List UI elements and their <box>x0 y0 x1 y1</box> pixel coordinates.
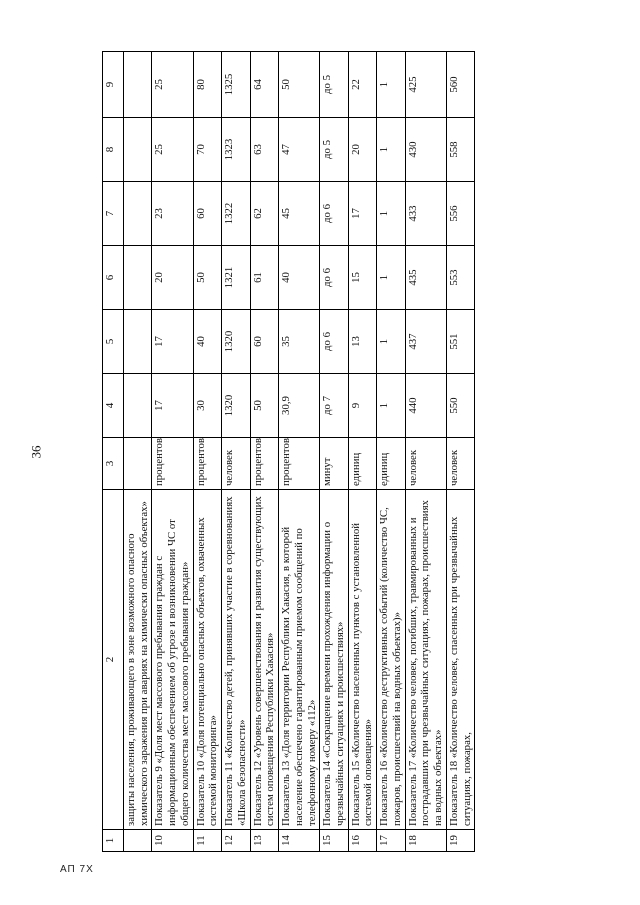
value-col4: 1320 <box>222 374 250 438</box>
unit: процентов <box>250 438 278 490</box>
row-number: 14 <box>279 830 320 852</box>
value-col9: 25 <box>152 52 193 118</box>
value-col5: 17 <box>152 310 193 374</box>
value-col5: 1320 <box>222 310 250 374</box>
unit: единиц <box>348 438 376 490</box>
indicators-table <box>102 51 475 852</box>
row-number: 16 <box>348 830 376 852</box>
table-row <box>222 52 250 852</box>
value-col9 <box>124 52 152 118</box>
value-col9: 1 <box>377 52 405 118</box>
value-col9: до 5 <box>320 52 348 118</box>
value-col7 <box>124 182 152 246</box>
value-col4: 1 <box>377 374 405 438</box>
value-col8: до 5 <box>320 118 348 182</box>
row-number: 12 <box>222 830 250 852</box>
unit: процентов <box>279 438 320 490</box>
row-number: 18 <box>405 830 446 852</box>
table-row <box>193 52 221 852</box>
rotated-table-container <box>102 52 582 852</box>
header-cell: 6 <box>103 246 124 310</box>
value-col8: 47 <box>279 118 320 182</box>
indicator-name: Показатель 17 «Количество человек, погибших, травмированных и пострадавших при чрезвычайных ситуациях, пожарах, происшествиях на водных объектах» <box>405 490 446 830</box>
table-row <box>250 52 278 852</box>
value-col4: 30,9 <box>279 374 320 438</box>
value-col5: 437 <box>405 310 446 374</box>
table-row <box>446 52 474 852</box>
row-number <box>124 830 152 852</box>
value-col7: 556 <box>446 182 474 246</box>
value-col9: 560 <box>446 52 474 118</box>
indicator-name: Показатель 9 «Доля мест массового пребывания граждан с информационным обеспечением об угрозе и возникновении ЧС от общего количества мест массового пребывания граждан» <box>152 490 193 830</box>
value-col7: 45 <box>279 182 320 246</box>
table-row <box>405 52 446 852</box>
value-col5: 40 <box>193 310 221 374</box>
table-row <box>377 52 405 852</box>
value-col7: 1 <box>377 182 405 246</box>
value-col4: 440 <box>405 374 446 438</box>
value-col9: 50 <box>279 52 320 118</box>
header-cell: 7 <box>103 182 124 246</box>
header-cell: 2 <box>103 490 124 830</box>
value-col8: 430 <box>405 118 446 182</box>
value-col6: 1 <box>377 246 405 310</box>
header-cell: 4 <box>103 374 124 438</box>
table-row <box>152 52 193 852</box>
value-col6: 1321 <box>222 246 250 310</box>
row-number: 10 <box>152 830 193 852</box>
value-col6: до 6 <box>320 246 348 310</box>
row-number: 17 <box>377 830 405 852</box>
indicator-name: Показатель 16 «Количество деструктивных событий (количество ЧС, пожаров, происшествий на водных объектах)» <box>377 490 405 830</box>
value-col7: 17 <box>348 182 376 246</box>
value-col4: 550 <box>446 374 474 438</box>
value-col5: 60 <box>250 310 278 374</box>
value-col6: 61 <box>250 246 278 310</box>
value-col5: 35 <box>279 310 320 374</box>
value-col7: 433 <box>405 182 446 246</box>
header-cell: 5 <box>103 310 124 374</box>
table-row <box>124 52 152 852</box>
row-number: 19 <box>446 830 474 852</box>
unit <box>124 438 152 490</box>
value-col7: 1322 <box>222 182 250 246</box>
value-col8: 558 <box>446 118 474 182</box>
value-col8: 1323 <box>222 118 250 182</box>
unit: человек <box>446 438 474 490</box>
value-col7: 23 <box>152 182 193 246</box>
value-col5 <box>124 310 152 374</box>
value-col4: 30 <box>193 374 221 438</box>
value-col9: 80 <box>193 52 221 118</box>
value-col9: 425 <box>405 52 446 118</box>
value-col8 <box>124 118 152 182</box>
header-cell: 8 <box>103 118 124 182</box>
value-col9: 1325 <box>222 52 250 118</box>
value-col6: 435 <box>405 246 446 310</box>
value-col9: 64 <box>250 52 278 118</box>
table-row <box>279 52 320 852</box>
unit: процентов <box>152 438 193 490</box>
indicator-name: Показатель 18 «Количество человек, спасенных при чрезвычайных ситуациях, пожарах, <box>446 490 474 830</box>
value-col6: 40 <box>279 246 320 310</box>
unit: человек <box>222 438 250 490</box>
value-col7: до 6 <box>320 182 348 246</box>
stamp-mark: АП 7Х <box>60 864 94 875</box>
value-col5: 1 <box>377 310 405 374</box>
value-col8: 25 <box>152 118 193 182</box>
row-number: 11 <box>193 830 221 852</box>
value-col4: 50 <box>250 374 278 438</box>
indicator-name: Показатель 15 «Количество населенных пунктов с установленной системой оповещения» <box>348 490 376 830</box>
indicator-name: Показатель 14 «Сокращение времени прохождения информации о чрезвычайных ситуациях и происшествиях» <box>320 490 348 830</box>
value-col4: 9 <box>348 374 376 438</box>
value-col8: 70 <box>193 118 221 182</box>
value-col9: 22 <box>348 52 376 118</box>
value-col4: до 7 <box>320 374 348 438</box>
value-col8: 63 <box>250 118 278 182</box>
value-col6: 553 <box>446 246 474 310</box>
value-col5: 13 <box>348 310 376 374</box>
row-number: 15 <box>320 830 348 852</box>
value-col6 <box>124 246 152 310</box>
indicator-name: Показатель 10 «Доля потенциально опасных объектов, охваченных системой мониторинга» <box>193 490 221 830</box>
header-cell: 9 <box>103 52 124 118</box>
value-col6: 15 <box>348 246 376 310</box>
value-col4: 17 <box>152 374 193 438</box>
indicator-name: защиты населения, проживающего в зоне возможного опасного химического заражения при авариях на химически опасных объектах» <box>124 490 152 830</box>
indicator-name: Показатель 12 «Уровень совершенствования и развития существующих систем оповещения Республики Хакасия» <box>250 490 278 830</box>
value-col5: до 6 <box>320 310 348 374</box>
value-col4 <box>124 374 152 438</box>
header-row <box>103 52 124 852</box>
value-col6: 20 <box>152 246 193 310</box>
unit: человек <box>405 438 446 490</box>
value-col6: 50 <box>193 246 221 310</box>
value-col7: 62 <box>250 182 278 246</box>
unit: минут <box>320 438 348 490</box>
indicator-name: Показатель 13 «Доля территории Республики Хакасия, в которой население обеспечено гарантированным приемом сообщений по телефонному номеру «112» <box>279 490 320 830</box>
page-number: 36 <box>28 445 44 459</box>
value-col8: 20 <box>348 118 376 182</box>
indicator-name: Показатель 11 «Количество детей, принявших участие в соревнованиях «Школа безопасности» <box>222 490 250 830</box>
header-cell: 1 <box>103 830 124 852</box>
unit: процентов <box>193 438 221 490</box>
header-cell: 3 <box>103 438 124 490</box>
value-col8: 1 <box>377 118 405 182</box>
value-col7: 60 <box>193 182 221 246</box>
table-row <box>320 52 348 852</box>
row-number: 13 <box>250 830 278 852</box>
unit: единиц <box>377 438 405 490</box>
value-col5: 551 <box>446 310 474 374</box>
table-row <box>348 52 376 852</box>
